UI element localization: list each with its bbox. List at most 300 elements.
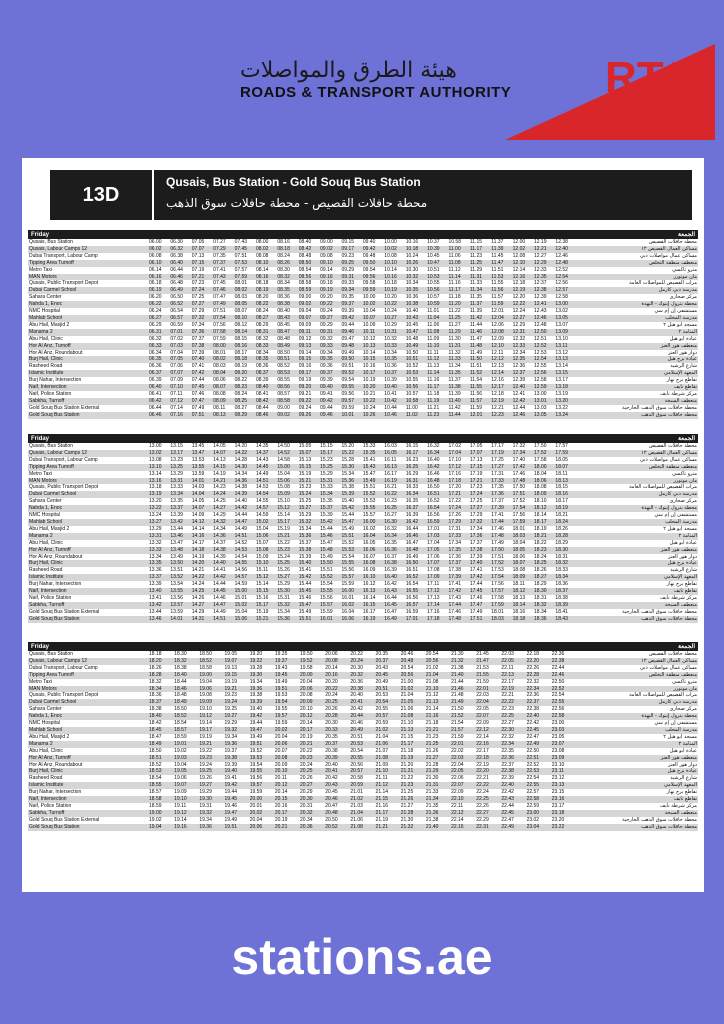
stop-name-arabic: منعطف هور العنز — [576, 755, 698, 762]
departure-time: 18.28 — [554, 533, 576, 540]
departure-time: 08.11 — [213, 404, 226, 411]
departure-time: 14.27 — [212, 505, 233, 512]
departure-time: 08.07 — [234, 308, 248, 315]
timetable-row — [28, 567, 698, 574]
departure-time: 10.31 — [383, 329, 404, 336]
departure-time: 14.07 — [191, 505, 212, 512]
departure-time: 11.37 — [448, 377, 461, 384]
departure-time: 20.19 — [274, 816, 288, 823]
departure-time: 20.35 — [375, 651, 389, 657]
departure-time: 17.39 — [490, 505, 511, 512]
departure-time: 19.59 — [249, 789, 263, 796]
stop-name-arabic: منعطف منطقة التخلص — [576, 672, 698, 679]
stop-name-arabic: محطة بترول إينوك - النهدة — [576, 301, 698, 308]
departure-time: 09.33 — [341, 280, 355, 287]
departure-time: 17.41 — [491, 512, 504, 519]
departure-time: 08.58 — [276, 398, 297, 405]
departure-time: 10.46 — [383, 412, 404, 419]
departure-time: 07.41 — [191, 363, 205, 370]
departure-time: 22.36 — [500, 755, 525, 762]
departure-time: 21.38 — [451, 664, 464, 671]
departure-time: 20.54 — [350, 747, 363, 754]
departure-time: 12.39 — [534, 294, 547, 301]
departure-time: 09.49 — [341, 349, 355, 356]
departure-time: 21.10 — [400, 720, 414, 727]
departure-time: 14.51 — [234, 533, 255, 540]
departure-time: 12.56 — [533, 370, 554, 377]
departure-time: 22.51 — [526, 755, 551, 762]
timetable-row — [28, 672, 698, 679]
departure-time: 17.12 — [426, 588, 447, 595]
departure-time: 16.59 — [405, 608, 419, 615]
departure-time: 12.29 — [533, 260, 554, 267]
departure-time: 16.01 — [319, 616, 340, 623]
departure-time: 18.48 — [174, 692, 187, 699]
departure-time: 22.14 — [476, 733, 489, 740]
departure-time: 21.15 — [400, 733, 414, 740]
departure-time: 15.56 — [341, 567, 355, 574]
departure-time: 22.03 — [476, 692, 489, 699]
departure-time: 11.56 — [469, 390, 483, 397]
departure-time: 13.25 — [169, 464, 190, 471]
departure-time: 16.52 — [405, 574, 426, 581]
departure-time: 17.11 — [427, 581, 440, 588]
departure-time: 20.02 — [274, 727, 299, 734]
departure-time: 15.07 — [298, 450, 319, 457]
departure-time: 21.50 — [451, 706, 464, 713]
departure-time: 07.51 — [234, 252, 248, 259]
departure-time: 22.09 — [476, 720, 489, 727]
departure-time: 20.43 — [324, 782, 349, 789]
departure-time: 15.25 — [276, 560, 297, 567]
departure-time: 21.54 — [451, 720, 464, 727]
departure-time: 18.36 — [149, 692, 162, 699]
departure-time: 13.50 — [169, 560, 190, 567]
departure-time: 19.27 — [224, 713, 249, 720]
departure-time: 22.11 — [451, 802, 464, 809]
departure-time: 11.55 — [469, 384, 490, 391]
departure-time: 09.00 — [277, 404, 290, 411]
departure-time: 19.44 — [224, 789, 238, 796]
departure-time: 06.33 — [148, 343, 169, 350]
departure-time: 13.05 — [554, 315, 576, 322]
departure-time: 17.47 — [469, 602, 490, 609]
departure-time: 15.07 — [255, 539, 269, 546]
departure-time: 13.10 — [555, 335, 568, 342]
stop-name-english: Rasheed Road — [29, 567, 63, 574]
departure-time: 15.42 — [298, 574, 319, 581]
departure-time: 13.24 — [554, 412, 576, 419]
departure-time: 18.49 — [148, 741, 173, 748]
departure-time: 21.08 — [375, 755, 400, 762]
departure-time: 12.43 — [534, 308, 547, 315]
departure-time: 23.09 — [551, 755, 576, 762]
departure-time: 21.14 — [375, 789, 389, 796]
departure-time: 06.36 — [149, 363, 162, 370]
departure-time: 23.07 — [551, 741, 576, 748]
departure-time: 09.36 — [320, 363, 333, 370]
departure-time: 10.29 — [384, 321, 397, 328]
stop-name-english: Naif, Intersection — [28, 796, 148, 803]
departure-time: 19.45 — [274, 672, 299, 679]
departure-time: 16.51 — [426, 491, 447, 498]
departure-time: 21.15 — [375, 796, 400, 803]
stop-name-english: Tipping Area Turnoff — [28, 260, 148, 267]
departure-time: 17.10 — [448, 456, 461, 463]
timetable-row — [28, 692, 698, 699]
departure-time: 18.43 — [554, 616, 576, 623]
timetable-row — [28, 294, 698, 301]
stop-name-arabic: مدرسة دبي كارمل — [576, 287, 698, 294]
timetable-row — [28, 741, 698, 748]
departure-time: 08.45 — [277, 321, 290, 328]
stop-name-arabic: مساكن العمال القصيص ١٢ — [576, 658, 698, 665]
departure-time: 23.13 — [551, 782, 576, 789]
timetable-row — [28, 267, 698, 274]
timetable-row — [28, 651, 698, 658]
departure-time: 13.54 — [170, 581, 183, 588]
departure-time: 13.03 — [534, 404, 547, 411]
departure-time: 18.29 — [555, 539, 568, 546]
departure-time: 19.30 — [249, 672, 274, 679]
departure-time: 08.42 — [255, 398, 276, 405]
departure-time: 16.37 — [405, 505, 426, 512]
departure-time: 11.09 — [427, 335, 440, 342]
stop-name-english: Burj Nahar, Intersection — [29, 581, 82, 588]
departure-time: 18.27 — [533, 574, 554, 581]
departure-time: 12.01 — [491, 308, 504, 315]
departure-time: 09.34 — [320, 349, 333, 356]
departure-time: 20.42 — [325, 775, 338, 782]
stop-name-arabic: مسجد أبو هيل ٢ — [663, 733, 697, 740]
departure-time: 07.05 — [169, 356, 190, 363]
departure-time: 21.19 — [400, 755, 425, 762]
departure-time: 17.48 — [512, 478, 533, 485]
departure-time: 06.46 — [148, 412, 169, 419]
departure-time: 12.35 — [533, 274, 554, 281]
departure-time: 17.13 — [427, 594, 440, 601]
departure-time: 18.41 — [555, 608, 568, 615]
timetable-row — [28, 581, 698, 588]
departure-time: 18.38 — [149, 706, 162, 713]
departure-time: 06.37 — [148, 370, 169, 377]
departure-time: 20.45 — [375, 672, 400, 679]
stop-name-english: Sabkha, Turnoff — [28, 810, 148, 817]
stop-name-arabic: محطة حافلات سوق الذهب الخارجية — [622, 404, 697, 411]
stop-name-english: Hor Al Anz, Turnoff — [28, 343, 148, 350]
departure-time: 08.15 — [234, 335, 248, 342]
departure-time: 07.23 — [191, 280, 205, 287]
departure-time: 11.52 — [469, 370, 490, 377]
departure-time: 19.16 — [173, 824, 198, 831]
departure-time: 15.23 — [298, 484, 312, 491]
departure-time: 18.17 — [533, 519, 554, 526]
departure-time: 19.27 — [198, 782, 223, 789]
departure-time: 14.34 — [234, 470, 248, 477]
departure-time: 08.22 — [234, 377, 248, 384]
departure-time: 19.54 — [274, 699, 299, 706]
departure-time: 17.53 — [491, 567, 504, 574]
departure-time: 22.39 — [501, 775, 514, 782]
departure-time: 21.14 — [425, 706, 439, 713]
departure-time: 09.17 — [341, 246, 362, 253]
departure-time: 12.39 — [512, 377, 526, 384]
route-title-arabic: محطة حافلات القصيص - محطة حافلات سوق الذهب — [166, 196, 428, 210]
departure-time: 20.59 — [349, 782, 374, 789]
departure-time: 20.08 — [324, 658, 349, 665]
stop-name-arabic: مسجد أبو هيل ٢ — [663, 321, 697, 328]
departure-time: 08.18 — [276, 246, 297, 253]
departure-time: 15.35 — [320, 498, 333, 505]
departure-time: 20.41 — [324, 768, 349, 775]
stop-name-english: Burj Nahar, Intersection — [29, 789, 82, 796]
stop-name-english: Abu Hail, Masjid 2 — [29, 321, 70, 328]
departure-time: 19.00 — [148, 810, 173, 817]
stop-name-arabic: عيادة برج هيل — [576, 560, 698, 567]
timetable-row — [28, 287, 698, 294]
stop-name-arabic: مركز صحارى — [669, 498, 697, 505]
departure-time: 12.54 — [554, 274, 576, 281]
departure-time: 19.04 — [199, 678, 212, 685]
departure-time: 23.04 — [526, 824, 551, 831]
departure-time: 14.53 — [255, 484, 269, 491]
departure-time: 12.19 — [534, 239, 547, 245]
departure-time: 15.55 — [362, 505, 383, 512]
departure-time: 15.13 — [298, 456, 312, 463]
departure-time: 15.11 — [255, 567, 269, 574]
departure-time: 11.38 — [447, 384, 468, 391]
departure-time: 10.53 — [426, 274, 447, 281]
departure-time: 15.57 — [362, 512, 376, 519]
departure-time: 11.15 — [469, 239, 483, 245]
stop-name-english: Gold Souq Bus Station External — [29, 816, 100, 823]
departure-time: 12.41 — [512, 390, 526, 397]
departure-time: 15.12 — [276, 505, 297, 512]
departure-time: 15.19 — [298, 470, 312, 477]
departure-time: 12.20 — [512, 294, 526, 301]
departure-time: 21.21 — [425, 727, 450, 734]
departure-time: 17.34 — [469, 525, 483, 532]
departure-time: 19.41 — [224, 775, 238, 782]
departure-time: 11.45 — [491, 252, 504, 259]
departure-time: 21.27 — [425, 755, 450, 762]
departure-time: 10.45 — [427, 252, 440, 259]
departure-time: 15.21 — [276, 533, 297, 540]
departure-time: 22.34 — [500, 741, 525, 748]
departure-time: 15.29 — [320, 470, 333, 477]
departure-time: 19.06 — [198, 686, 223, 693]
departure-time: 13.34 — [149, 553, 162, 560]
departure-time: 12.02 — [512, 246, 533, 253]
departure-time: 11.39 — [469, 308, 483, 315]
departure-time: 14.25 — [213, 498, 226, 505]
departure-time: 21.02 — [349, 796, 374, 803]
departure-time: 18.58 — [199, 664, 212, 671]
departure-time: 14.25 — [191, 588, 212, 595]
stop-name-english: Manama 2 — [28, 329, 148, 336]
org-name-english: ROADS & TRANSPORT AUTHORITY — [240, 84, 512, 101]
departure-time: 17.37 — [491, 498, 504, 505]
departure-time: 07.36 — [191, 329, 212, 336]
departure-time: 13.36 — [149, 567, 162, 574]
departure-time: 13.00 — [554, 301, 576, 308]
departure-time: 14.51 — [212, 616, 233, 623]
stop-name-english: Sahara Center — [29, 706, 62, 713]
departure-time: 17.01 — [427, 525, 440, 532]
stop-name-arabic: مستشفى إن إم سي — [654, 512, 697, 519]
departure-time: 15.47 — [298, 602, 319, 609]
departure-time: 15.05 — [298, 443, 312, 449]
departure-time: 15.10 — [277, 498, 290, 505]
departure-time: 19.22 — [199, 747, 212, 754]
departure-time: 08.26 — [276, 260, 297, 267]
departure-time: 10.53 — [405, 370, 426, 377]
timetable-row — [28, 686, 698, 693]
departure-time: 19.23 — [224, 692, 238, 699]
departure-time: 11.56 — [490, 287, 511, 294]
stop-name-arabic: المنامة ٢ — [576, 329, 698, 336]
departure-time: 14.34 — [213, 525, 226, 532]
departure-time: 08.35 — [255, 356, 276, 363]
departure-time: 14.43 — [255, 456, 269, 463]
timetable-row — [28, 782, 698, 789]
departure-time: 18.30 — [554, 547, 576, 554]
timetable-row — [28, 824, 698, 831]
stop-name-english: Tipping Area Turnoff — [28, 672, 148, 679]
departure-time: 07.29 — [191, 308, 205, 315]
departure-time: 07.12 — [169, 398, 190, 405]
departure-time: 15.44 — [298, 581, 312, 588]
departure-time: 11.34 — [469, 287, 490, 294]
departure-time: 20.57 — [349, 768, 374, 775]
departure-time: 10.44 — [384, 404, 397, 411]
stop-name-arabic: مساكن العمال القصيص ١٢ — [576, 246, 698, 253]
departure-time: 11.13 — [427, 363, 440, 370]
departure-time: 17.46 — [448, 608, 461, 615]
stop-name-arabic: محطة حافلات سوق الذهب — [576, 412, 698, 419]
departure-time: 16.04 — [341, 608, 355, 615]
departure-time: 15.51 — [341, 533, 362, 540]
departure-time: 09.19 — [319, 287, 340, 294]
departure-time: 06.08 — [149, 252, 162, 259]
departure-time: 18.06 — [533, 478, 554, 485]
departure-time: 13.24 — [149, 512, 162, 519]
timetable-row — [28, 315, 698, 322]
departure-time: 17.46 — [469, 594, 483, 601]
departure-time: 18.40 — [173, 672, 198, 679]
departure-time: 20.44 — [349, 713, 374, 720]
departure-time: 22.58 — [551, 713, 576, 720]
departure-time: 19.05 — [173, 768, 198, 775]
departure-time: 18.29 — [534, 581, 547, 588]
departure-time: 15.49 — [362, 478, 383, 485]
departure-time: 19.10 — [199, 706, 212, 713]
timetable-block-1 — [28, 230, 698, 419]
departure-time: 16.48 — [426, 478, 447, 485]
departure-time: 14.49 — [234, 525, 248, 532]
departure-time: 16.50 — [427, 484, 440, 491]
departure-time: 17.21 — [469, 478, 490, 485]
departure-time: 13.00 — [534, 390, 547, 397]
departure-time: 16.13 — [383, 464, 404, 471]
departure-time: 19.14 — [199, 720, 212, 727]
stop-name-arabic: مرآب القصيص للمواصلات العامة — [629, 280, 697, 287]
departure-time: 15.23 — [276, 547, 297, 554]
departure-time: 13.34 — [169, 491, 190, 498]
departure-time: 12.01 — [469, 412, 490, 419]
departure-time: 15.34 — [319, 491, 340, 498]
timetable-row — [28, 665, 698, 672]
departure-time: 10.11 — [362, 329, 383, 336]
departure-time: 17.36 — [469, 533, 490, 540]
departure-time: 09.16 — [319, 274, 340, 281]
departure-time: 17.23 — [469, 484, 483, 491]
departure-time: 18.10 — [534, 498, 547, 505]
departure-time: 22.20 — [475, 768, 500, 775]
departure-time: 20.14 — [325, 664, 338, 671]
timetable-row — [28, 595, 698, 602]
day-header — [28, 434, 698, 443]
departure-time: 18.12 — [512, 588, 533, 595]
departure-time: 13.42 — [148, 602, 169, 609]
departure-time: 23.16 — [551, 796, 576, 803]
stop-name-arabic: دوار هور العنز — [668, 553, 697, 560]
departure-time: 14.20 — [191, 560, 212, 567]
departure-time: 19.44 — [249, 720, 263, 727]
departure-time: 11.57 — [469, 398, 490, 405]
departure-time: 15.49 — [320, 553, 333, 560]
departure-time: 20.12 — [299, 713, 324, 720]
departure-time: 16.06 — [341, 616, 362, 623]
timetable-row — [28, 817, 698, 824]
departure-time: 15.22 — [277, 539, 290, 546]
departure-time: 08.22 — [255, 301, 276, 308]
departure-time: 19.30 — [198, 796, 223, 803]
timetable-row — [28, 775, 698, 782]
departure-time: 10.18 — [405, 246, 426, 253]
departure-time: 14.59 — [234, 581, 248, 588]
timetable-row — [28, 491, 698, 498]
departure-time: 07.51 — [213, 308, 226, 315]
departure-time: 09.40 — [319, 384, 340, 391]
departure-time: 21.47 — [475, 658, 500, 665]
stop-name-arabic: منعطف منطقة التخلص — [576, 464, 698, 471]
route-title-english: Qusais, Bus Station - Gold Souq Bus Station — [166, 175, 421, 189]
departure-time: 12.00 — [512, 239, 526, 245]
departure-time: 08.48 — [277, 335, 290, 342]
timetable-row — [28, 471, 698, 478]
stop-name-english: Hor Al Anz, Roundabout — [29, 349, 83, 356]
departure-time: 07.45 — [191, 384, 212, 391]
departure-time: 11.31 — [469, 274, 490, 281]
departure-time: 19.36 — [224, 741, 249, 748]
departure-time: 19.51 — [274, 686, 299, 693]
departure-time: 22.42 — [526, 720, 540, 727]
departure-time: 20.22 — [300, 747, 313, 754]
route-header — [50, 170, 692, 220]
departure-time: 13.52 — [169, 574, 190, 581]
departure-time: 20.16 — [274, 802, 288, 809]
departure-time: 07.06 — [170, 363, 183, 370]
departure-time: 16.44 — [384, 594, 397, 601]
timetable-row — [28, 810, 698, 817]
departure-time: 17.56 — [491, 581, 504, 588]
stop-name-arabic: محطة حافلات سوق الذهب — [576, 824, 698, 831]
departure-time: 06.54 — [170, 308, 183, 315]
timetable-row — [28, 391, 698, 398]
departure-time: 10.40 — [383, 384, 404, 391]
departure-time: 12.06 — [491, 321, 504, 328]
